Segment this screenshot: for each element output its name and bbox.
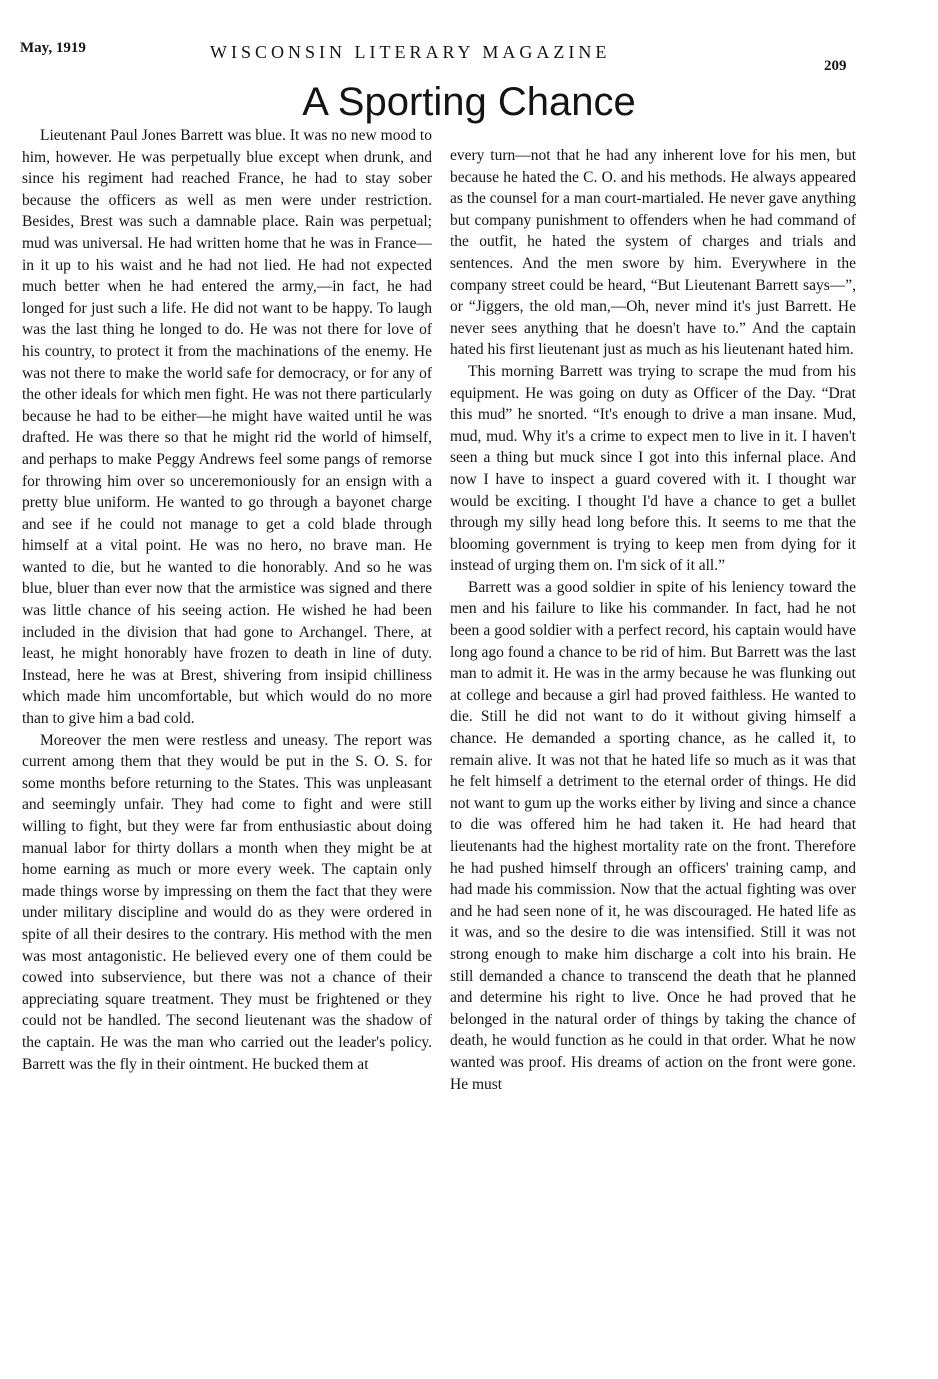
left-column bbox=[22, 125, 432, 1075]
issue-date: May, 1919 bbox=[20, 40, 86, 56]
article-title: A Sporting Chance bbox=[302, 80, 636, 124]
paragraph: This morning Barrett was trying to scrape the mud from his equipment. He was going on duty as Officer of the Day. “Drat this mud” he snorted. “It's enough to drive a man insane. Mud, mud, mud. Why it's a crime to expect men to live in it. I haven't seen a thing but muck since I got into this infernal place. And now I have to inspect a guard covered with it. I thought war would be exciting. I thought I'd have a chance to get a bullet through my silly head long before this. It seems to me that the blooming government is trying to keep men from dying for it instead of urging them on. I'm sick of it all.” bbox=[450, 362, 856, 575]
paragraph: Lieutenant Paul Jones Barrett was blue. It was no new mood to him, however. He was perpetually blue except when drunk, and since his regiment had reached France, he had to stay sober because the officers as well as men were under restriction. Besides, Brest was such a damnable place. Rain was perpetual; mud was universal. He had written home that he was in France—in it up to his waist and he had not lied. He had not expected much better when he had entered the army,—in fact, he had longed for just such a life. He did not want to be happy. To laugh was the last thing he longed to do. He was not there for love of his country, to protect it from the machinations of the enemy. He was not there to make the world safe for democracy, or for any of the other ideals for which men fight. He was not there particularly because he had to be either—he might have waited until he was drafted. He was there so that he might rid the world of himself, and perhaps to make Peggy Andrews feel some pangs of remorse for throwing him over so unceremoniously for an ensign with a pretty blue uniform. He wanted to go through a bayonet charge and see if he could not manage to get a cold blade through himself at a vital point. He was no hero, no brave man. He wanted to die, but he wanted to die honorably. And so he was blue, bluer than ever now that the armistice was signed and there was little chance of his seeing action. He wished he had been included in the division that had gone to Archangel. There, at least, he might honorably have frozen to death in line of duty. Instead, here he was at Brest, shivering from insipid chilliness which made him uncomfortable, but which would do no more than to give him a bad cold. bbox=[22, 127, 432, 728]
page-header bbox=[0, 0, 938, 80]
page-number: 209 bbox=[824, 58, 847, 74]
right-column bbox=[450, 145, 856, 1095]
paragraph: Barrett was a good soldier in spite of his leniency toward the men and his failure to like his commander. In fact, had he not been a good soldier with a perfect record, his captain would have long ago found a chance to be rid of him. But Barrett was the last man to admit it. He was in the army because he was flunking out at college and because a girl had proved faithless. He wanted to die. Still he did not want to do it without giving himself a chance. He demanded a sporting chance, as he called it, to remain alive. It was not that he hated life so much as it was that he felt himself a detriment to the eternal order of things. He did not want to gum up the works either by living and since a chance to die was offered him he had taken it. He had heard that lieutenants had the highest mortality rate on the front. Therefore he had pushed himself through an officers' training camp, and had made his commission. Now that the actual fighting was over and he had seen none of it, he was discouraged. He hated life as it was, and so the desire to die was intensified. Still it was not strong enough to make him discharge a colt into his brain. He still demanded a chance to transcend the death that he planned and determine his right to live. Once he had proved that he belonged in the natural order of things by taking the chance of death, he would function as he could in that order. What he now wanted was proof. His dreams of action on the front were gone. He must bbox=[450, 578, 856, 1093]
paragraph: every turn—not that he had any inherent love for his men, but because he hated the C. O. and his methods. He always appeared as the counsel for a man court-martialed. He never gave anything but company punishment to offenders when he had command of the outfit, he hated the system of charges and trials and sentences. And the men swore by him. Everywhere in the company street could be heard, “But Lieutenant Barrett says—”, or “Jiggers, the old man,—Oh, never mind it's just Barrett. He never sees anything that he doesn't have to.” And the captain hated his first lieutenant just as much as his lieutenant hated him. bbox=[450, 147, 856, 359]
paragraph: Moreover the men were restless and uneasy. The report was current among them that they would be put in the S. O. S. for some months before returning to the States. This was unpleasant and seemingly unfair. They had come to fight and were still willing to fight, but they were far from enthusiastic about doing manual labor for thirty dollars a month when they might be at home earning as much or more every week. The captain only made things worse by impressing on them the fact that they were under military discipline and would do as they were ordered in spite of all their desires to the contrary. His method with the men was most antagonistic. He believed every one of them could be cowed into subservience, but there was not a chance of their appreciating square treatment. They must be frightened or they could not be handled. The second lieutenant was the shadow of the captain. He was the man who carried out the leader's policy. Barrett was the fly in their ointment. He bucked them at bbox=[22, 731, 432, 1073]
magazine-name: WISCONSIN LITERARY MAGAZINE bbox=[210, 42, 611, 62]
